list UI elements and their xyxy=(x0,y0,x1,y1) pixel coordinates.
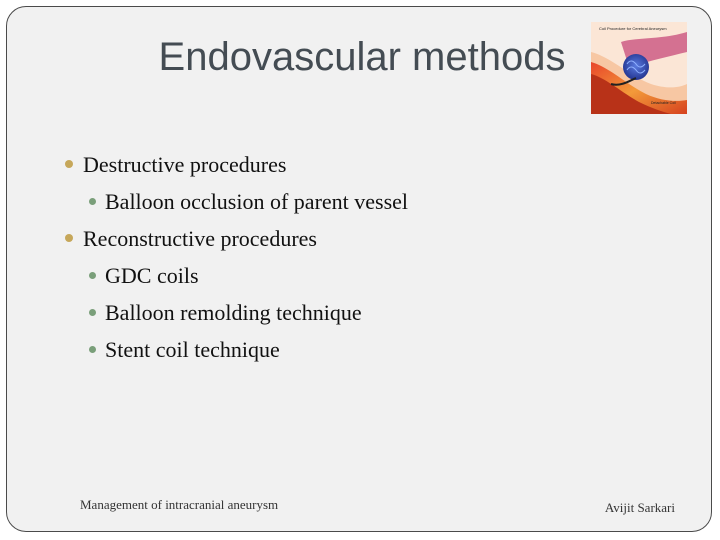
bullet-dot-icon xyxy=(89,272,96,279)
slide-title: Endovascular methods xyxy=(158,35,566,79)
sub-bullet-item xyxy=(61,262,681,290)
bullet-text: GDC coils xyxy=(105,263,199,288)
bullet-list xyxy=(61,151,681,373)
bullet-item xyxy=(61,151,681,179)
aneurysm-coil-icon xyxy=(591,22,687,114)
slide xyxy=(6,6,712,532)
bullet-text: Reconstructive procedures xyxy=(83,226,317,251)
bullet-dot-icon xyxy=(89,198,96,205)
bullet-text: Balloon occlusion of parent vessel xyxy=(105,189,409,214)
sub-bullet-item xyxy=(61,188,681,216)
footer-left-text: Management of intracranial aneurysm xyxy=(80,497,279,512)
bullet-dot-icon xyxy=(89,309,96,316)
sub-bullet-item xyxy=(61,336,681,364)
aneurysm-coil-illustration xyxy=(591,22,687,114)
bullet-item xyxy=(61,225,681,253)
bullet-dot-icon xyxy=(65,160,73,168)
footer-author: Avijit Sarkari xyxy=(604,500,675,515)
bullet-text: Balloon remolding technique xyxy=(105,300,362,325)
figure-caption-top: Coil Procedure for Cerebral Aneurysm xyxy=(599,26,667,31)
bullet-dot-icon xyxy=(65,234,73,242)
bullet-dot-icon xyxy=(89,346,96,353)
figure-caption-bottom: Detachable Coil xyxy=(651,101,676,105)
bullet-text: Destructive procedures xyxy=(83,152,287,177)
sub-bullet-item xyxy=(61,299,681,327)
bullet-text: Stent coil technique xyxy=(105,337,280,362)
